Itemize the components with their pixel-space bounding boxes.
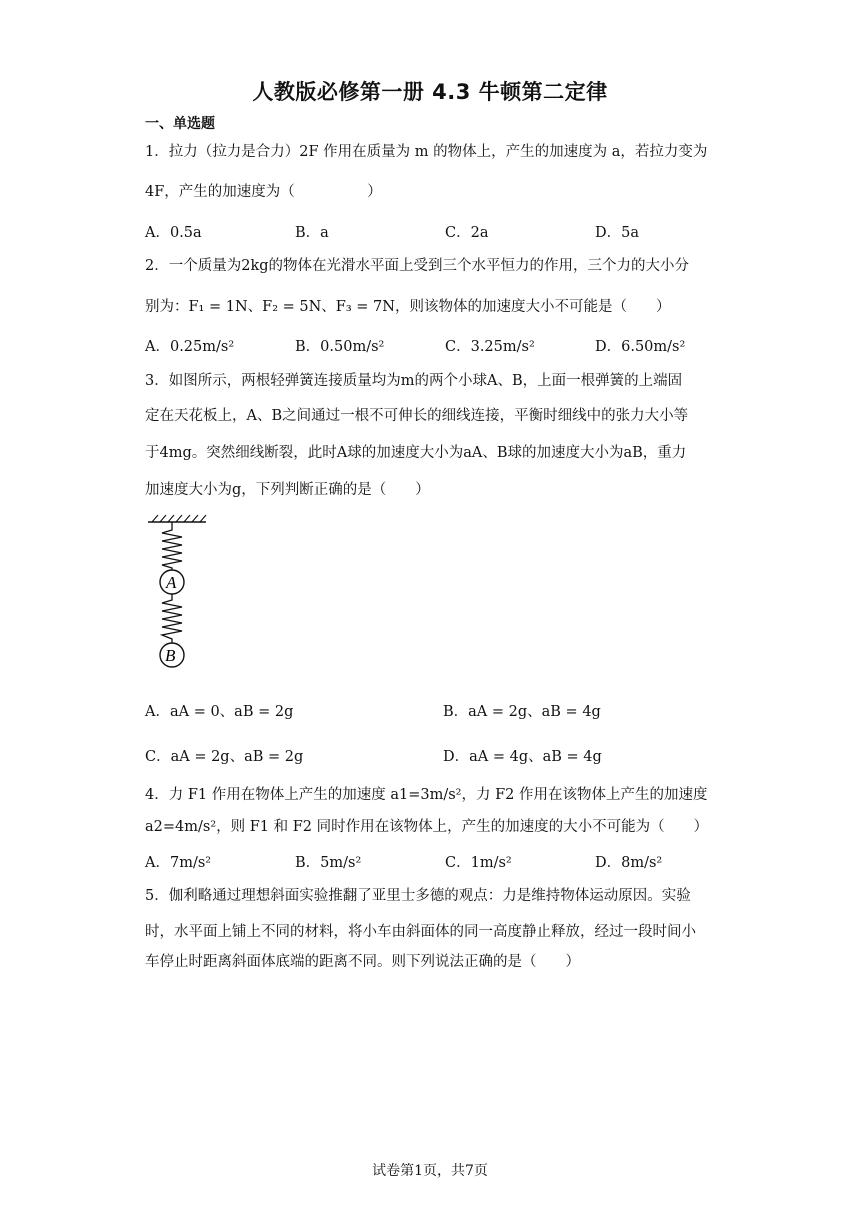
q4-line2: a2=4m/s²，则 F1 和 F2 同时作用在该物体上，产生的加速度的大小不可能为（ ） [145, 819, 709, 835]
q2-line2: 别为：F₁ = 1N、F₂ = 5N、F₃ = 7N，则该物体的加速度大小不可能是（ ） [145, 299, 671, 315]
q4-option-b: B．5m/s² [295, 855, 362, 871]
page-footer: 试卷第1页，共7页 [372, 1163, 488, 1179]
q3-option-b: B．aA = 2g、aB = 4g [443, 704, 601, 720]
q3-line3: 于4mg。突然细线断裂，此时A球的加速度大小为aA、B球的加速度大小为aB，重力 [145, 445, 687, 461]
ball-b-label: B [165, 646, 176, 665]
lower-spring [162, 594, 182, 643]
q1-option-c: C．2a [445, 225, 489, 241]
q1-line2: 4F，产生的加速度为（ ） [145, 184, 382, 200]
spring-ball-figure [140, 512, 220, 674]
q3-line1: 3．如图所示，两根轻弹簧连接质量均为m的两个小球A、B，上面一根弹簧的上端固 [145, 373, 683, 389]
q1-option-a: A．0.5a [145, 225, 202, 241]
q2-line1: 2．一个质量为2kg的物体在光滑水平面上受到三个水平恒力的作用，三个力的大小分 [145, 258, 690, 274]
q3-option-c: C．aA = 2g、aB = 2g [145, 749, 304, 765]
q3-line2: 定在天花板上，A、B之间通过一根不可伸长的细线连接，平衡时细线中的张力大小等 [145, 408, 689, 424]
q1-line1: 1．拉力（拉力是合力）2F 作用在质量为 m 的物体上，产生的加速度为 a，若拉力变为 [145, 144, 708, 160]
section-heading: 一、单选题 [145, 116, 215, 132]
q2-option-a: A．0.25m/s² [145, 339, 235, 355]
q2-option-d: D．6.50m/s² [595, 339, 686, 355]
q2-option-b: B．0.50m/s² [295, 339, 385, 355]
q3-option-d: D．aA = 4g、aB = 4g [443, 749, 602, 765]
q4-option-c: C．1m/s² [445, 855, 512, 871]
q4-option-d: D．8m/s² [595, 855, 663, 871]
q3-option-a: A．aA = 0、aB = 2g [145, 704, 294, 720]
q5-line2: 时，水平面上铺上不同的材料，将小车由斜面体的同一高度静止释放，经过一段时间小 [145, 924, 696, 940]
q5-line3: 车停止时距离斜面体底端的距离不同。则下列说法正确的是（ ） [145, 954, 580, 970]
ball-a-label: A [166, 573, 177, 592]
q5-line1: 5．伽利略通过理想斜面实验推翻了亚里士多德的观点：力是维持物体运动原因。实验 [145, 888, 691, 904]
q2-option-c: C．3.25m/s² [445, 339, 535, 355]
q3-line4: 加速度大小为g，下列判断正确的是（ ） [145, 482, 430, 498]
q1-option-b: B．a [295, 225, 329, 241]
q4-line1: 4．力 F1 作用在物体上产生的加速度 a1=3m/s²，力 F2 作用在该物体上产生的加速度 [145, 787, 708, 803]
upper-spring [162, 522, 182, 570]
q1-option-d: D．5a [595, 225, 639, 241]
page-title: 人教版必修第一册 4.3 牛顿第二定律 [252, 80, 608, 104]
q4-option-a: A．7m/s² [145, 855, 212, 871]
